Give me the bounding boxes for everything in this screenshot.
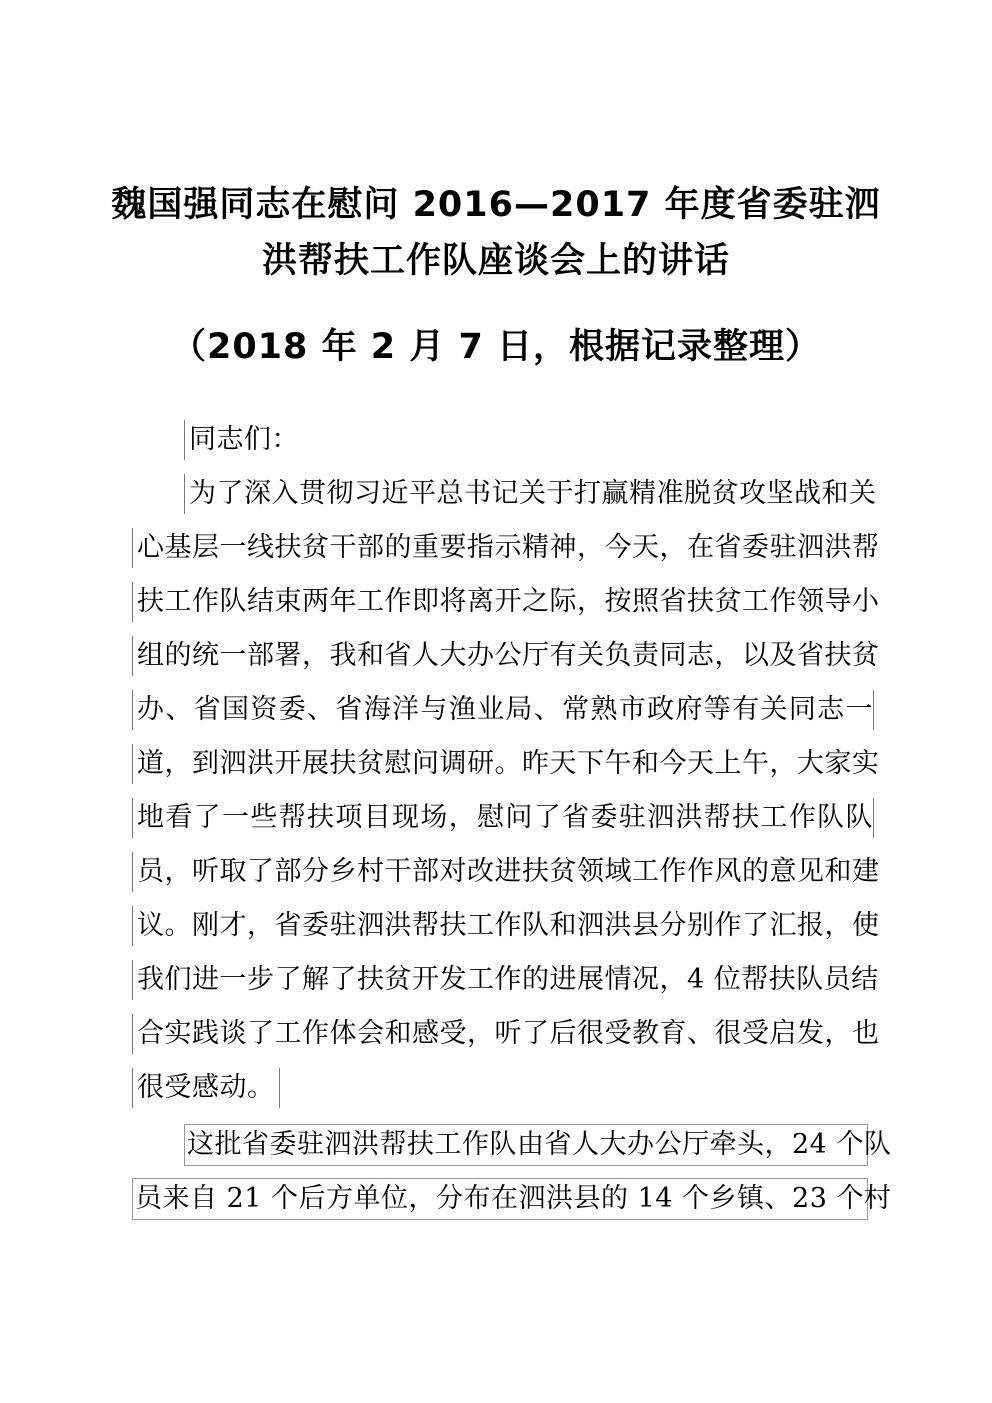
paragraph-line: 员来自 21 个后方单位，分布在泗洪县的 14 个乡镇、23 个村 bbox=[132, 1178, 868, 1220]
paragraph-line: 为了深入贯彻习近平总书记关于打赢精准脱贫攻坚战和关 bbox=[184, 474, 873, 514]
title-line-2: 洪帮扶工作队座谈会上的讲话 bbox=[261, 241, 730, 281]
paragraph-line: 组的统一部署，我和省人大办公厅有关负责同志，以及省扶贫 bbox=[132, 636, 873, 676]
paragraph-line: 这批省委驻泗洪帮扶工作队由省人大办公厅牵头，24 个队 bbox=[184, 1124, 868, 1166]
salutation: 同志们： bbox=[184, 420, 299, 460]
paragraph-line: 员，听取了部分乡村干部对改进扶贫领域工作作风的意见和建 bbox=[132, 852, 873, 892]
paragraph-line: 道，到泗洪开展扶贫慰问调研。昨天下午和今天上午，大家实 bbox=[132, 744, 873, 784]
paragraph-line: 地看了一些帮扶项目现场，慰问了省委驻泗洪帮扶工作队队 bbox=[132, 798, 874, 838]
subtitle: （2018 年 2 月 7 日，根据记录整理） bbox=[170, 327, 822, 367]
paragraph-line: 我们进一步了解了扶贫开发工作的进展情况，4 位帮扶队员结 bbox=[132, 960, 873, 1000]
paragraph-line: 办、省国资委、省海洋与渔业局、常熟市政府等有关同志一 bbox=[132, 690, 874, 730]
paragraph-line: 心基层一线扶贫干部的重要指示精神，今天，在省委驻泗洪帮 bbox=[132, 528, 873, 568]
paragraph-line: 扶工作队结束两年工作即将离开之际，按照省扶贫工作领导小 bbox=[132, 582, 873, 622]
title-line-1: 魏国强同志在慰问 2016—2017 年度省委驻泗 bbox=[111, 185, 881, 225]
paragraph-line: 议。刚才，省委驻泗洪帮扶工作队和泗洪县分别作了汇报，使 bbox=[132, 906, 873, 946]
paragraph-line: 很受感动。 bbox=[132, 1068, 280, 1108]
paragraph-line: 合实践谈了工作体会和感受，听了后很受教育、很受启发，也 bbox=[132, 1014, 873, 1054]
